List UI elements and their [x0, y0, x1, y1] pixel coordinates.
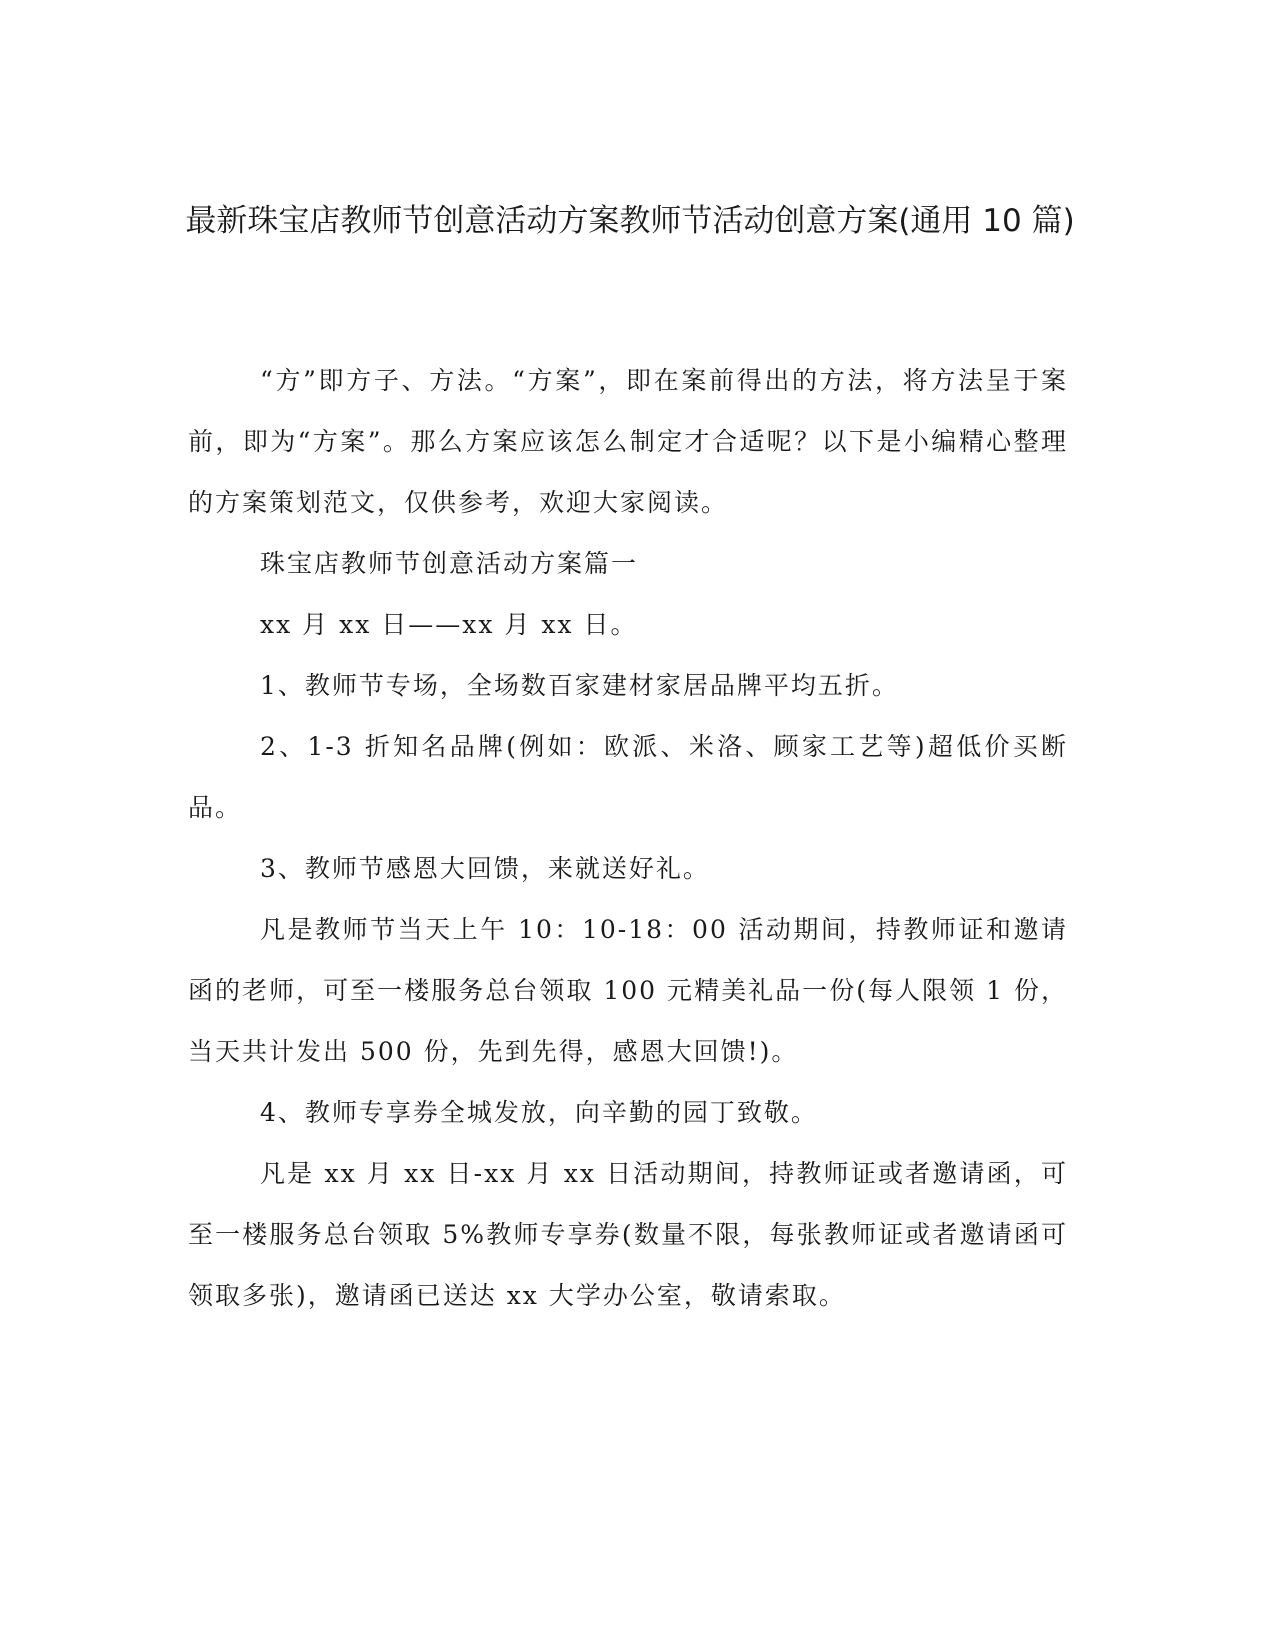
document-body: [188, 350, 1068, 1326]
list-item-1: 1、教师节专场，全场数百家建材家居品牌平均五折。: [260, 671, 899, 700]
document-title: 最新珠宝店教师节创意活动方案教师节活动创意方案(通用 10 篇): [185, 203, 1075, 239]
list-item-4: 4、教师专享券全城发放，向辛勤的园丁致敬。: [260, 1098, 818, 1127]
list-item-2: 2、1-3 折知名品牌(例如：欧派、米洛、顾家工艺等)超低价买断品。: [188, 732, 1068, 822]
list-item-3: 3、教师节感恩大回馈，来就送好礼。: [260, 854, 710, 883]
paragraph-intro: “方”即方子、方法。“方案”，即在案前得出的方法，将方法呈于案前，即为“方案”。那么方案应该怎么制定才合适呢？以下是小编精心整理的方案策划范文，仅供参考，欢迎大家阅读。: [188, 366, 1068, 517]
paragraph-coupon-details: 凡是 xx 月 xx 日-xx 月 xx 日活动期间，持教师证或者邀请函，可至一楼服务总台领取 5%教师专享券(数量不限，每张教师证或者邀请函可领取多张)，邀请函已送达 xx 大学办公室，敬请索取。: [188, 1159, 1068, 1310]
paragraph-gift-details: 凡是教师节当天上午 10：10-18：00 活动期间，持教师证和邀请函的老师，可至一楼服务总台领取 100 元精美礼品一份(每人限领 1 份，当天共计发出 500 份，先到先得，感恩大回馈!)。: [188, 915, 1068, 1066]
paragraph-date-range: xx 月 xx 日——xx 月 xx 日。: [260, 610, 638, 639]
section-heading: 珠宝店教师节创意活动方案篇一: [260, 549, 639, 578]
